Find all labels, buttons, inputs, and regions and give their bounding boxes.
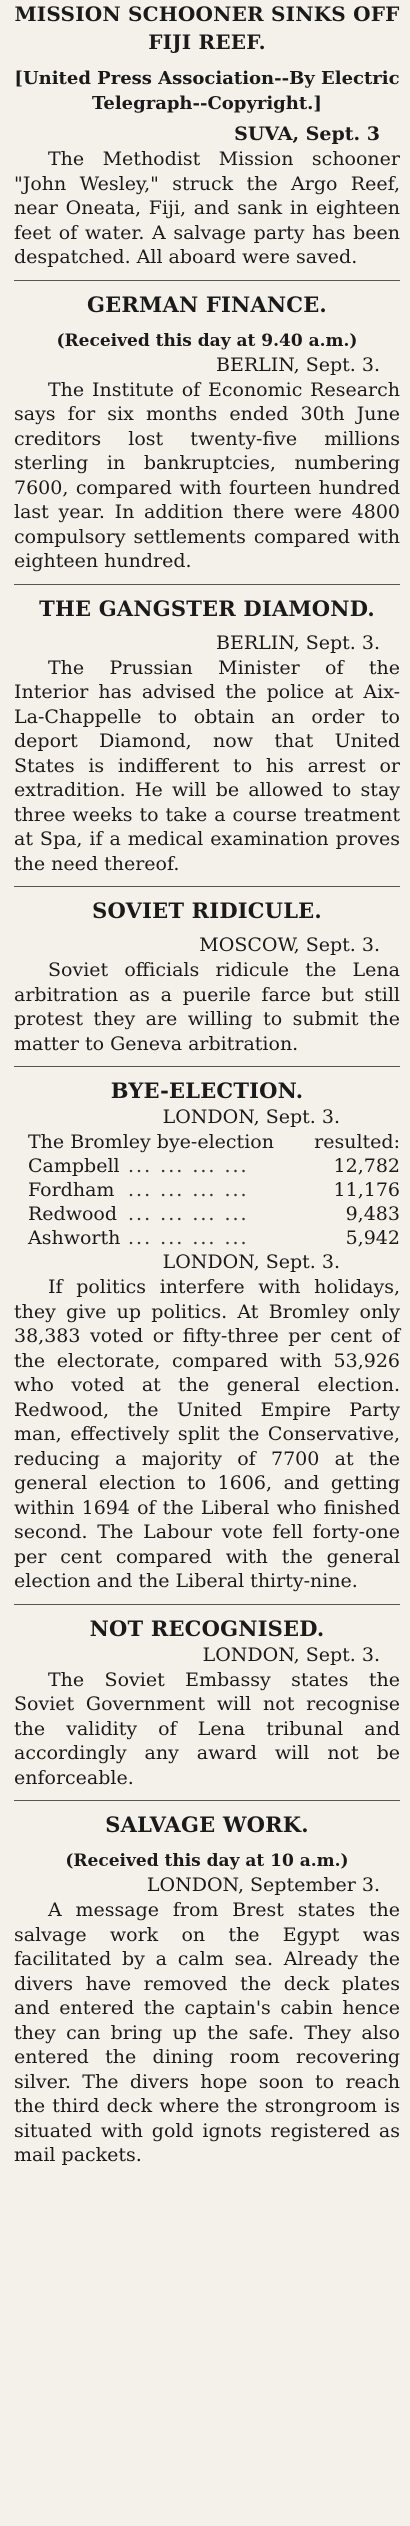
story-body: The Institute of Economic Research says for six months ended 30th June creditors lost twenty-five millions sterling in bankruptcies, numbering 7600, compared with fourteen hundred last year. In addition there were 4800 compulsory settlements compared with eighteen hundred. — [14, 378, 400, 572]
leader-dots: ... ... ... ... — [128, 1227, 249, 1249]
story-body: If politics interfere with holidays, they give up politics. At Bromley only 38,383 voted or fifty-three per cent of the electorate, compared with 53,926 who voted at the general election. Redwood, the United Empire Party man, effectively split the Conservative, reducing a majority of 7700 at the general election to 1606, and getting within 1694 of the Liberal who finished second. The Labour vote fell forty-one per cent compared with the general election and the Liberal thirty-nine. — [14, 1276, 400, 1592]
headline: BYE-ELECTION. — [110, 1078, 304, 1103]
story-body: The Prussian Minister of the Interior has advised the police at Aix-La-Chappelle to obtain an order to deport Diamond, now that United States is indifferent to his arrest or extradition. He will be allowed to stay three weeks to take a course treatment at Spa, if a medical examination proves the need thereof. — [14, 656, 400, 875]
divider — [14, 886, 400, 887]
headline: SALVAGE WORK. — [105, 1812, 309, 1837]
story-not-recognised — [14, 1615, 400, 1791]
divider — [14, 1800, 400, 1801]
story-body: Soviet officials ridicule the Lena arbitration as a puerile farce but still protest they are willing to submit the matter to Geneva arbitration. — [14, 959, 400, 1055]
wire-credit: [United Press Association--By Electric Telegraph--Copyright.] — [14, 68, 400, 114]
story-body: A message from Brest states the salvage work on the Egypt was facilitated by a calm sea. Already the divers have removed the deck plates and entered the captain's cabin hence they can bring up the safe. They also entered the dining room recovering silver. The divers hope soon to reach the third deck where the strongroom is situated with gold ignots registered as mail packets. — [14, 1899, 400, 2166]
story-body: The Soviet Embassy states the Soviet Government will not recognise the validity of Lena tribunal and accordingly any award will not be enforceable. — [14, 1668, 400, 1789]
dateline: SUVA, Sept. 3 — [234, 123, 380, 145]
headline: NOT RECOGNISED. — [89, 1615, 325, 1641]
headline: MISSION SCHOONER SINKS OFF FIJI REEF. — [14, 2, 400, 54]
leader-dots: ... ... ... ... — [128, 1179, 249, 1201]
divider — [14, 1604, 400, 1605]
story-gangster-diamond — [14, 595, 400, 877]
headline: SOVIET RIDICULE. — [92, 898, 322, 923]
result-row — [14, 1202, 400, 1226]
story-german-finance — [14, 291, 400, 574]
results-intro-text: The Bromley bye-election — [28, 1131, 274, 1153]
results-label: resulted: — [314, 1131, 400, 1153]
headline: THE GANGSTER DIAMOND. — [39, 595, 375, 621]
received-time: (Received this day at 9.40 a.m.) — [56, 330, 358, 351]
dateline: LONDON, Sept. 3. — [202, 1643, 380, 1666]
dateline: MOSCOW, Sept. 3. — [199, 934, 380, 956]
candidate-name: Redwood — [28, 1203, 118, 1225]
candidate-name: Ashworth — [28, 1227, 121, 1249]
dateline-second: LONDON, Sept. 3. — [162, 1251, 340, 1273]
divider — [14, 584, 400, 585]
dateline: LONDON, Sept. 3. — [162, 1106, 340, 1128]
leader-dots: ... ... ... ... — [128, 1203, 249, 1225]
vote-count: 9,483 — [345, 1203, 400, 1225]
result-row — [14, 1226, 400, 1250]
story-body: The Methodist Mission schooner "John Wesley," struck the Argo Reef, near Oneata, Fiji, and sank in eighteen feet of water. A salvage party has been despatched. All aboard were saved. — [14, 148, 400, 268]
story-bye-election — [14, 1077, 400, 1594]
dateline: BERLIN, Sept. 3. — [215, 353, 380, 376]
leader-dots: ... ... ... ... — [128, 1155, 249, 1177]
headline: GERMAN FINANCE. — [87, 291, 327, 317]
dateline: BERLIN, Sept. 3. — [215, 631, 380, 654]
result-row — [14, 1178, 400, 1202]
story-mission-schooner — [14, 0, 400, 270]
vote-count: 12,782 — [333, 1155, 400, 1177]
divider — [14, 1066, 400, 1067]
candidate-name: Fordham — [28, 1179, 115, 1201]
candidate-name: Campbell — [28, 1155, 120, 1177]
story-soviet-ridicule — [14, 897, 400, 1056]
received-time: (Received this day at 10 a.m.) — [65, 1851, 349, 1871]
result-row — [14, 1154, 400, 1178]
vote-count: 5,942 — [345, 1227, 400, 1249]
vote-count: 11,176 — [333, 1179, 400, 1201]
story-salvage-work — [14, 1811, 400, 2168]
divider — [14, 280, 400, 281]
results-table — [14, 1154, 400, 1250]
dateline: LONDON, September 3. — [146, 1874, 380, 1896]
results-intro — [14, 1130, 400, 1154]
